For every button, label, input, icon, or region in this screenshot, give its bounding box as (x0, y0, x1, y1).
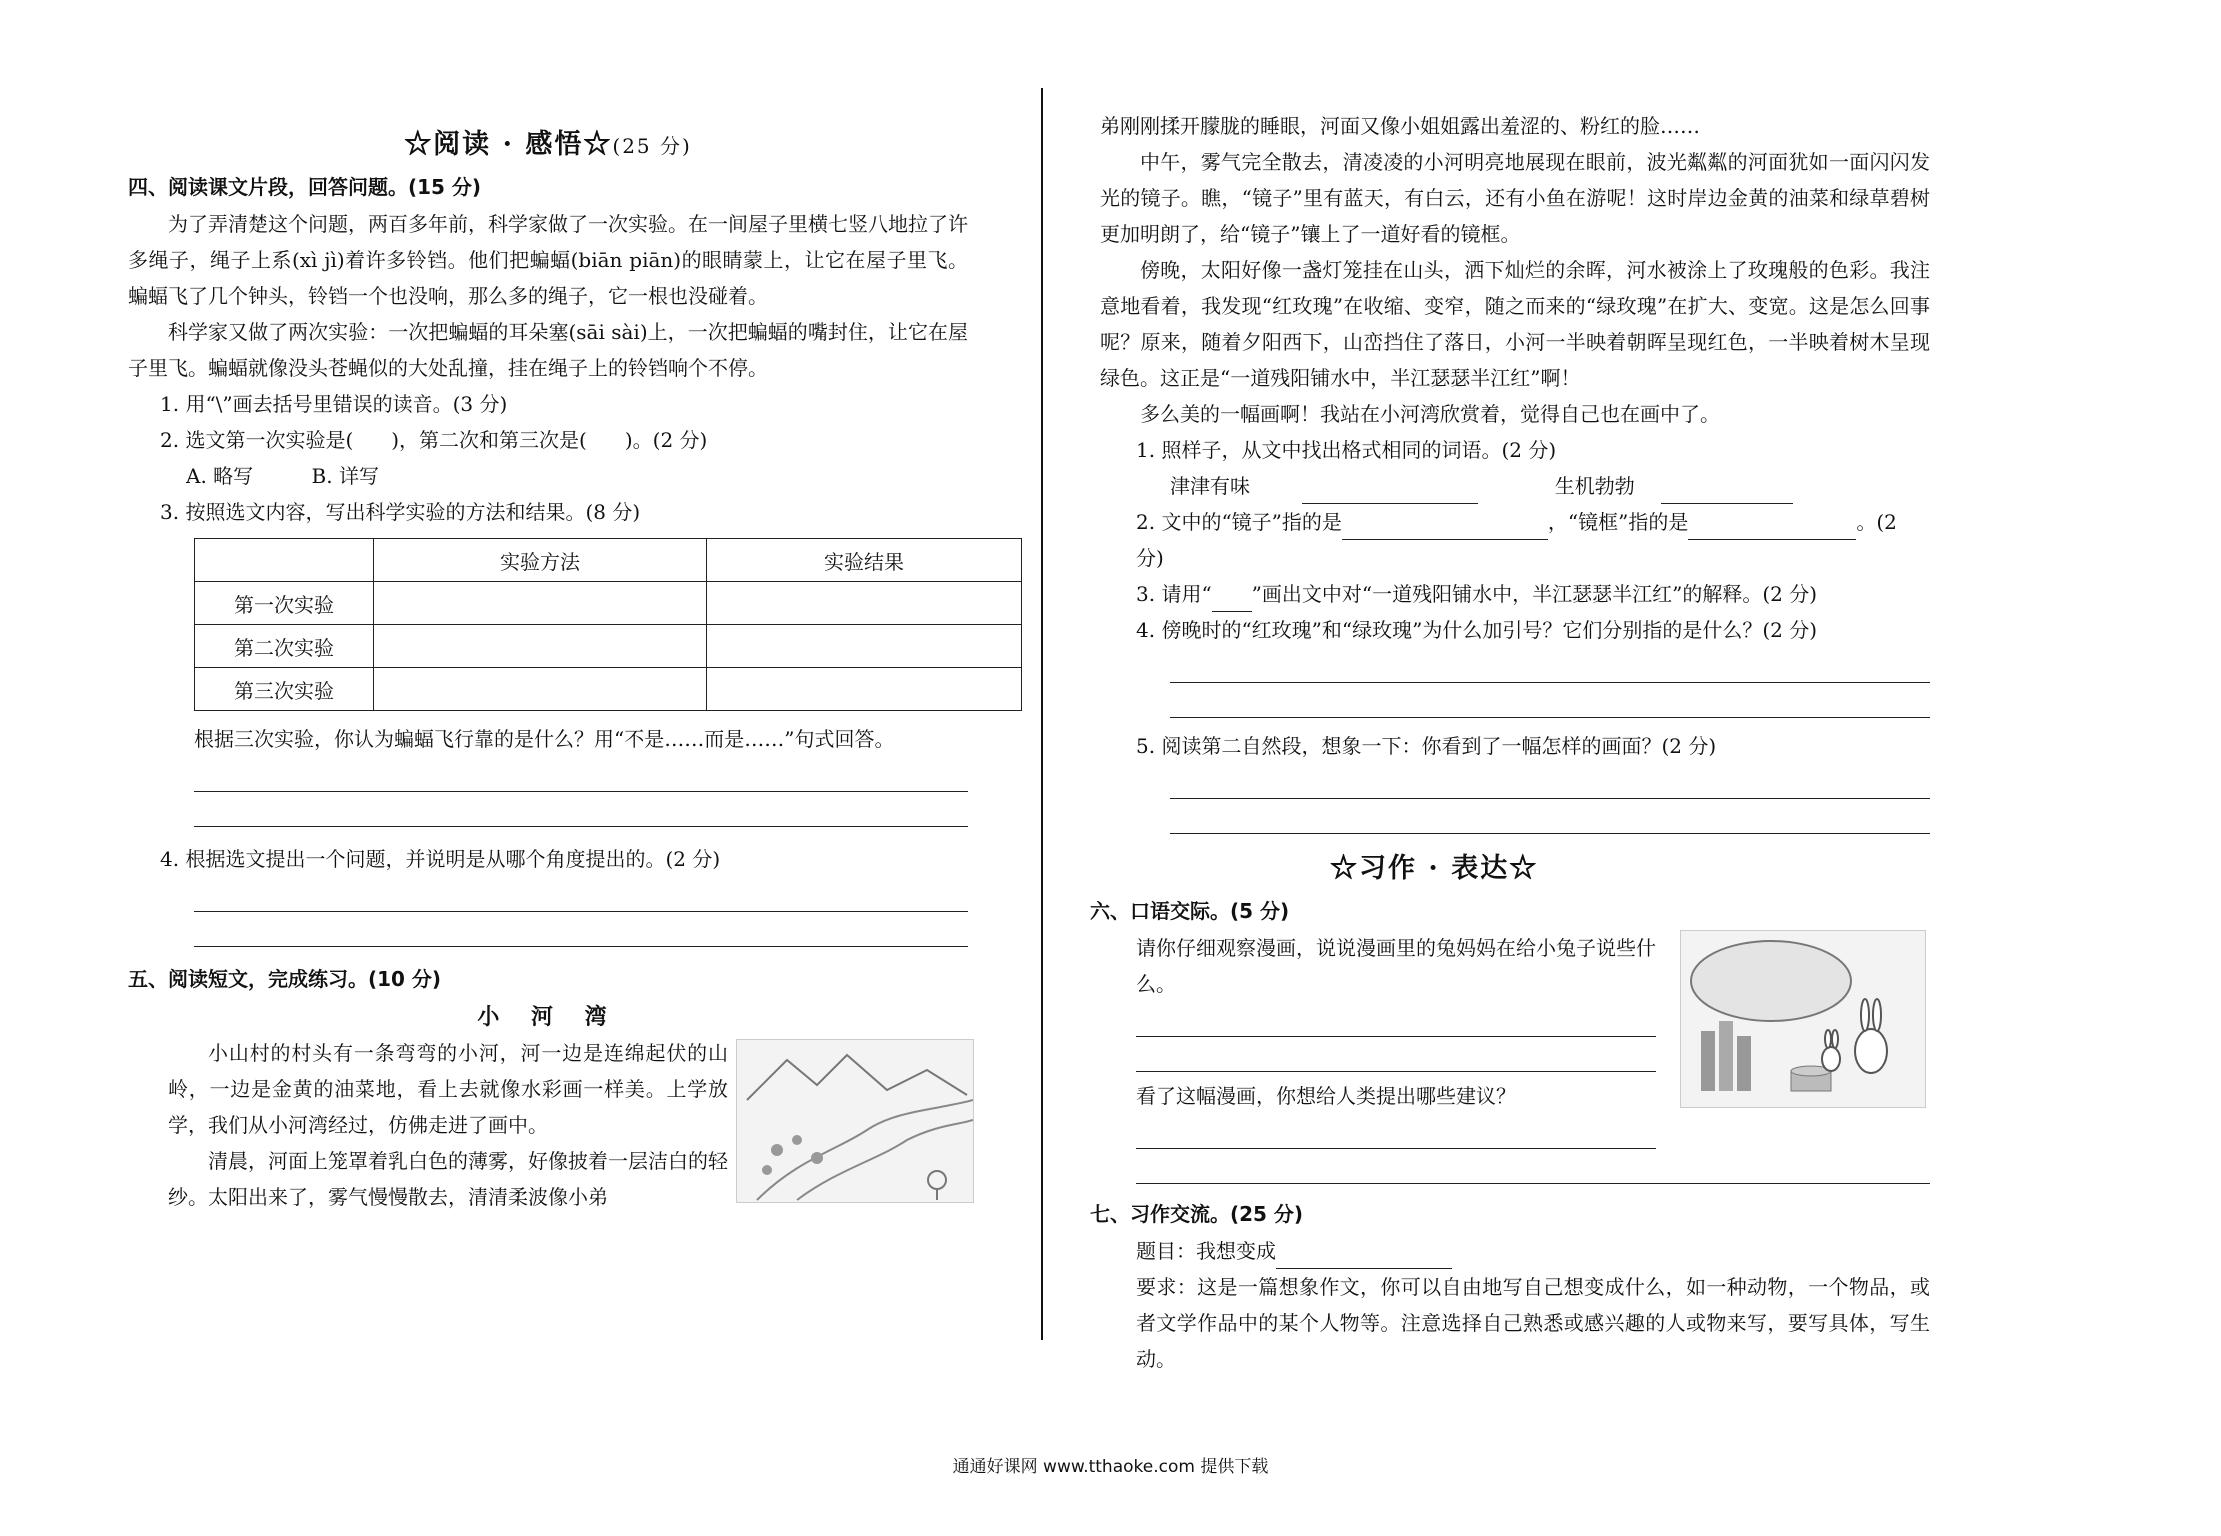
answer-cell[interactable] (374, 625, 707, 668)
question-6-heading: 六、口语交际。(5 分) (1090, 899, 1290, 923)
story-paragraph: 傍晚，太阳好像一盏灯笼挂在山头，洒下灿烂的余晖，河水被涂上了玫瑰般的色彩。我注意地看着，我发现“红玫瑰”在收缩、变窄，随之而来的“绿玫瑰”在扩大、变宽。这是怎么回事呢？原来，随着夕阳西下，山峦挡住了落日，小河一半映着朝晖呈现红色，一半映着树木呈现绿色。这正是“一道残阳铺水中，半江瑟瑟半江红”啊！ (1100, 258, 1930, 390)
column-divider (1041, 88, 1043, 1340)
answer-line[interactable] (1136, 1114, 1656, 1149)
answer-line[interactable] (194, 912, 968, 947)
story-paragraph: 中午，雾气完全散去，清凌凌的小河明亮地展现在眼前，波光粼粼的河面犹如一面闪闪发光的镜子。瞧，“镜子”里有蓝天，有白云，还有小鱼在游呢！这时岸边金黄的油菜和绿草碧树更加明朗了，给“镜子”镶上了一道好看的镜框。 (1100, 150, 1930, 246)
answer-cell[interactable] (707, 625, 1022, 668)
q5-sub1: 1. 照样子，从文中找出格式相同的词语。(2 分) (1136, 438, 1557, 462)
passage-paragraph: 科学家又做了两次实验：一次把蝙蝠的耳朵塞(sāi sài)上，一次把蝙蝠的嘴封住，让它在屋子里飞。蝙蝠就像没头苍蝇似的大处乱撞，挂在绳子上的铃铛响个不停。 (128, 320, 968, 380)
example-word: 津津有味 (1170, 474, 1250, 498)
q5-sub3: 3. 请用“ ”画出文中对“一道残阳铺水中，半江瑟瑟半江红”的解释。(2 分) (1136, 576, 1930, 612)
answer-blank[interactable] (1661, 477, 1793, 504)
question-7-heading: 七、习作交流。(25 分) (1090, 1202, 1304, 1226)
option-a: A. 略写 (186, 464, 254, 488)
river-illustration (736, 1039, 974, 1203)
footer: 通通好课网 www.tthaoke.com 提供下载 (952, 1457, 1269, 1477)
answer-blank[interactable] (1342, 513, 1548, 540)
answer-cell[interactable] (707, 668, 1022, 711)
q7-topic: 题目：我想变成 (1136, 1233, 1930, 1269)
answer-cell[interactable] (374, 668, 707, 711)
q4-sub4: 4. 根据选文提出一个问题，并说明是从哪个角度提出的。(2 分) (160, 847, 721, 871)
answer-line[interactable] (1170, 764, 1930, 799)
q4-options (186, 458, 968, 494)
story-title: 小 河 湾 (477, 1004, 619, 1030)
table-header (195, 539, 374, 582)
q5-sub1-words (1170, 468, 1930, 504)
story-paragraph: 弟刚刚揉开朦胧的睡眼，河面又像小姐姐露出羞涩的、粉红的脸…… (1100, 114, 1700, 138)
right-column (1090, 108, 1930, 1377)
table-row: 第三次实验 (195, 668, 1022, 711)
q7-requirements: 要求：这是一篇想象作文，你可以自由地写自己想变成什么，如一种动物，一个物品，或者文学作品中的某个人物等。注意选择自己熟悉或感兴趣的人或物来写，要写具体，写生动。 (1136, 1275, 1930, 1371)
story-block (128, 1035, 968, 1215)
q4-sub1: 1. 用“\”画去括号里错误的读音。(3 分) (160, 392, 508, 416)
answer-line[interactable] (1136, 1149, 1930, 1184)
answer-line[interactable] (1136, 1037, 1656, 1072)
option-b: B. 详写 (311, 464, 379, 488)
table-header: 实验方法 (374, 539, 707, 582)
experiment-table (194, 538, 1022, 711)
story-paragraph: 清晨，河面上笼罩着乳白色的薄雾，好像披着一层洁白的轻纱。太阳出来了，雾气慢慢散去，清清柔波像小弟 (168, 1149, 728, 1209)
q4-sub3: 3. 按照选文内容，写出科学实验的方法和结果。(8 分) (160, 500, 641, 524)
passage-paragraph: 为了弄清楚这个问题，两百多年前，科学家做了一次实验。在一间屋子里横七竖八地拉了许多绳子，绳子上系(xì jì)着许多铃铛。他们把蝙蝠(biān piān)的眼睛蒙上，让它在屋子里飞。蝙蝠飞了几个钟头，铃铛一个也没响，那么多的绳子，它一根也没碰着。 (128, 212, 968, 308)
q5-sub2: 2. 文中的“镜子”指的是 ，“镜框”指的是 。(2 分) (1136, 510, 1897, 570)
question-5-heading: 五、阅读短文，完成练习。(10 分) (128, 967, 442, 991)
answer-cell[interactable] (707, 582, 1022, 625)
oral-block (1100, 930, 1930, 1149)
answer-line[interactable] (1170, 799, 1930, 834)
table-row: 第一次实验 (195, 582, 1022, 625)
oral-prompt: 看了这幅漫画，你想给人类提出哪些建议？ (1136, 1084, 1516, 1108)
answer-line[interactable] (1170, 683, 1930, 718)
answer-blank[interactable] (1688, 513, 1856, 540)
table-row: 第二次实验 (195, 625, 1022, 668)
answer-line[interactable] (194, 792, 968, 827)
answer-line[interactable] (1170, 648, 1930, 683)
q4-sub3-followup: 根据三次实验，你认为蝙蝠飞行靠的是什么？用“不是……而是……”句式回答。 (194, 727, 895, 751)
q5-sub5: 5. 阅读第二自然段，想象一下：你看到了一幅怎样的画面？(2 分) (1136, 734, 1717, 758)
reading-section-title: ☆阅读 · 感悟☆(25 分) (404, 129, 692, 160)
answer-line[interactable] (194, 757, 968, 792)
answer-cell[interactable] (374, 582, 707, 625)
q4-sub2: 2. 选文第一次实验是( )，第二次和第三次是( )。(2 分) (160, 428, 708, 452)
q5-sub4: 4. 傍晚时的“红玫瑰”和“绿玫瑰”为什么加引号？它们分别指的是什么？(2 分) (1136, 618, 1818, 642)
story-paragraph: 小山村的村头有一条弯弯的小河，河一边是连绵起伏的山岭，一边是金黄的油菜地，看上去就像水彩画一样美。上学放学，我们从小河湾经过，仿佛走进了画中。 (168, 1041, 728, 1137)
answer-blank[interactable] (1302, 477, 1478, 504)
oral-prompt: 请你仔细观察漫画，说说漫画里的兔妈妈在给小兔子说些什么。 (1136, 936, 1656, 996)
question-4-heading: 四、阅读课文片段，回答问题。(15 分) (128, 175, 482, 199)
left-column (128, 110, 968, 1215)
example-word: 生机勃勃 (1554, 474, 1635, 498)
answer-line[interactable] (1136, 1002, 1656, 1037)
writing-section-title: ☆习作 · 表达☆ (1330, 853, 1539, 884)
story-paragraph: 多么美的一幅画啊！我站在小河湾欣赏着，觉得自己也在画中了。 (1140, 402, 1720, 426)
table-header: 实验结果 (707, 539, 1022, 582)
topic-blank[interactable] (1276, 1242, 1452, 1269)
rabbit-cartoon-illustration (1680, 930, 1926, 1108)
answer-line[interactable] (194, 877, 968, 912)
